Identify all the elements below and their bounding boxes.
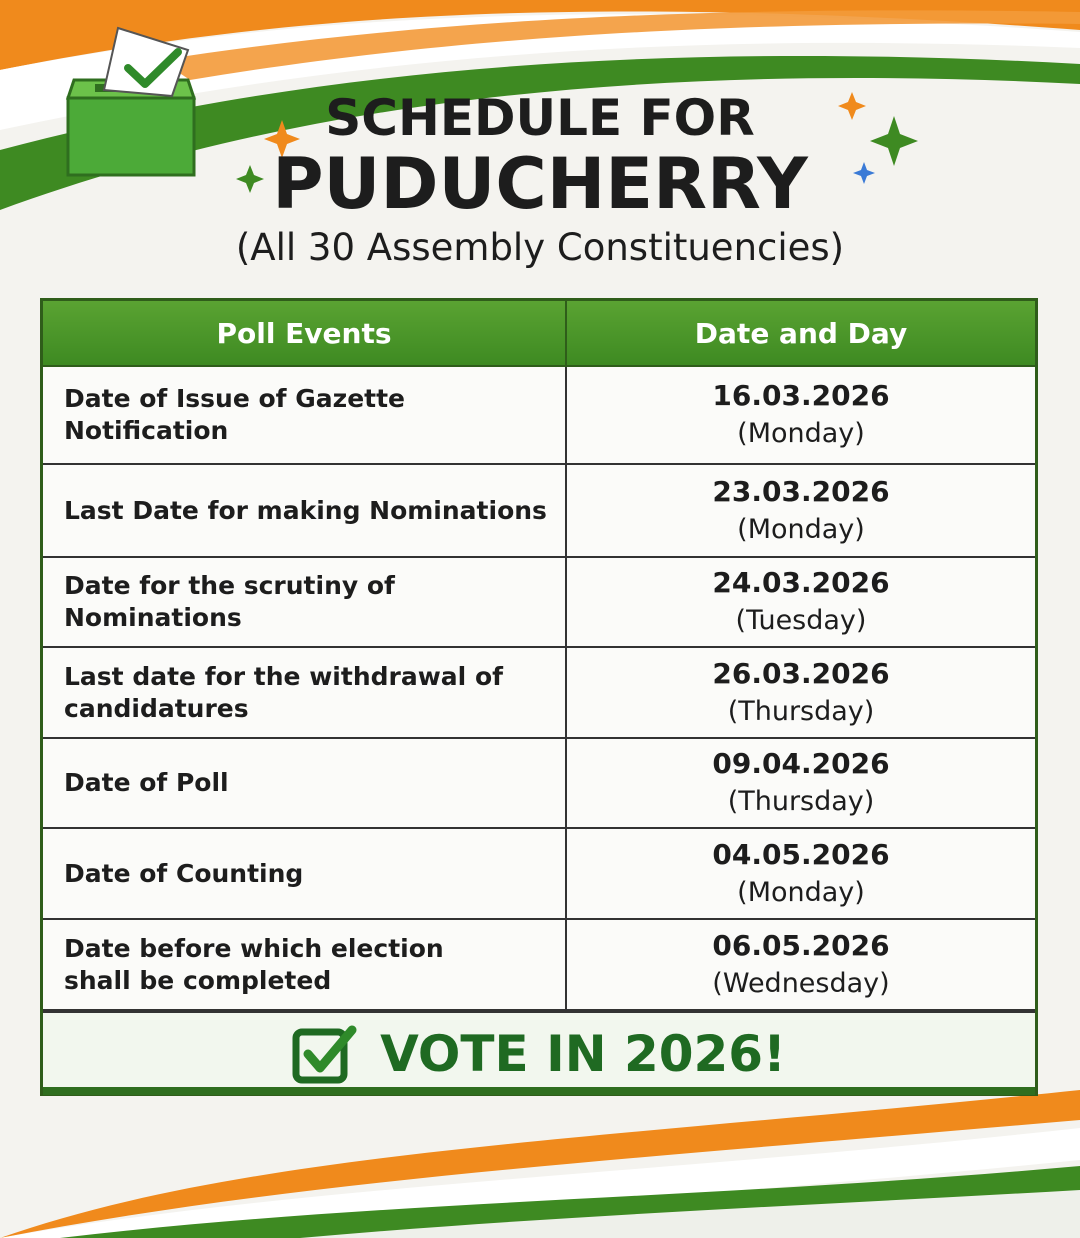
date-cell	[566, 738, 1035, 828]
day-value: (Monday)	[737, 418, 865, 449]
date-value: 23.03.2026	[712, 474, 890, 508]
date-cell	[566, 366, 1035, 464]
title-line-2: PUDUCHERRY	[272, 143, 808, 225]
date-cell	[566, 557, 1035, 647]
vote-banner-text: VOTE IN 2026!	[380, 1025, 786, 1083]
title-line-1: SCHEDULE FOR	[325, 89, 755, 147]
table-row	[43, 464, 1035, 557]
event-cell: Date of Counting	[43, 828, 566, 919]
date-value: 04.05.2026	[712, 837, 890, 871]
date-cell	[566, 464, 1035, 557]
header-poll-events: Poll Events	[43, 301, 566, 366]
schedule-table	[40, 298, 1038, 1096]
table-row	[43, 738, 1035, 828]
table-row	[43, 828, 1035, 919]
checkbox-check-icon	[292, 1024, 358, 1084]
event-cell: Last date for the withdrawal of candidatures	[43, 647, 566, 738]
event-cell: Date of Poll	[43, 738, 566, 828]
table-row	[43, 366, 1035, 464]
table-row	[43, 557, 1035, 647]
table-header-row	[43, 301, 1035, 366]
date-value: 24.03.2026	[712, 566, 890, 599]
header-date-and-day: Date and Day	[566, 301, 1035, 366]
day-value: (Monday)	[737, 876, 865, 908]
table-row	[43, 647, 1035, 738]
table-row	[43, 919, 1035, 1010]
date-cell	[566, 647, 1035, 738]
day-value: (Thursday)	[727, 786, 875, 817]
subtitle: (All 30 Assembly Constituencies)	[235, 226, 845, 269]
footer-bar	[43, 1087, 1035, 1095]
event-cell: Date for the scrutiny of Nominations	[43, 557, 566, 647]
day-value: (Tuesday)	[735, 605, 867, 636]
event-cell: Date of Issue of Gazette Notification	[43, 366, 566, 464]
day-value: (Monday)	[737, 513, 865, 545]
date-value: 06.05.2026	[712, 928, 890, 962]
event-cell: Date before which election shall be completed	[43, 919, 566, 1010]
date-value: 09.04.2026	[712, 747, 890, 780]
date-cell	[566, 828, 1035, 919]
date-value: 26.03.2026	[712, 656, 890, 690]
day-value: (Thursday)	[727, 695, 875, 727]
event-cell: Last Date for making Nominations	[43, 464, 566, 557]
day-value: (Wednesday)	[712, 967, 890, 999]
date-cell	[566, 919, 1035, 1010]
vote-banner	[43, 1011, 1035, 1095]
date-value: 16.03.2026	[712, 379, 890, 412]
